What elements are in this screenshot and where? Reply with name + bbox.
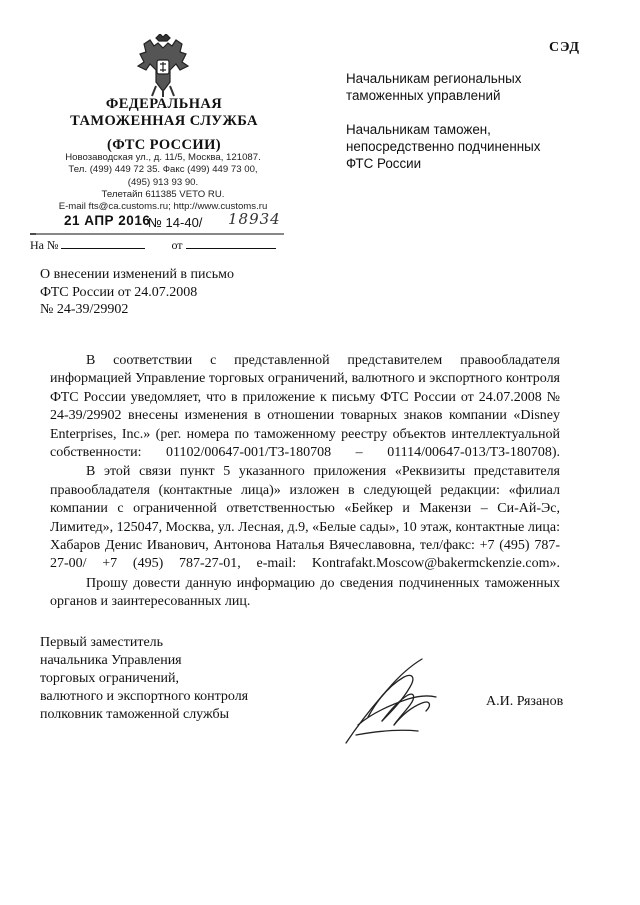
signer-line: Первый заместитель: [40, 635, 164, 650]
registration-date: 21 АПР 2016: [64, 213, 151, 228]
phones-line: Тел. (499) 449 72 35. Факс (499) 449 73 00,: [68, 164, 258, 176]
subject-line: ФТС России от 24.07.2008: [40, 284, 198, 300]
signer-name: А.И. Рязанов: [486, 694, 564, 709]
letter-body: [50, 352, 560, 612]
addressee-line: таможенных управлений: [346, 88, 501, 103]
body-paragraph-2: В этой связи пункт 5 указанного приложения «Реквизиты представителя правообладателя (контактные лица)» изложен в следующей редакции: «филиал компании с ограниченной ответственностью «Бейкер и Макензи – Си-Ай-Эс, Лимитед», 125047, Москва, ул. Лесная, д.9, «Белые сады», 10 этаж, контактные лица: Хабаров Денис Иванович, Антонова Наталья Вячеславовна, тел/факс: +7 (495) 787-27-00/ +7 (495) 787-27-01, e-mail: Kontrafakt.Moscow@bakermckenzie.com».: [50, 464, 560, 572]
body-paragraph-1: В соответствии с представленной представителем правообладателя информацией Управление торговых ограничений, валютного и экспортного контроля ФТС России уведомляет, что в приложение к письму ФТС России от 24.07.2008 № 24-39/29902 внесены изменения в отношении товарных знаков компании «Disney Enterprises, Inc.» (рег. номера по таможенному реестру объектов интеллектуальной собственности: 01102/00647-001/ТЗ-180708 – 01114/00647-013/ТЗ-180708).: [50, 353, 560, 461]
signer-title: [40, 634, 248, 724]
registration-number-handwritten: 18934: [228, 210, 281, 228]
org-line-1: ФЕДЕРАЛЬНАЯ: [105, 96, 223, 112]
ref-from-label: от: [171, 238, 183, 252]
org-abbreviation: (ФТС РОССИИ): [106, 137, 222, 153]
address-line: Новозаводская ул., д. 11/5, Москва, 121087.: [65, 152, 261, 163]
addressee-line: Начальникам региональных: [346, 71, 522, 86]
handwritten-signature: [338, 655, 448, 747]
reference-line: [30, 238, 276, 253]
organization-contacts: [28, 152, 298, 213]
body-paragraph-3: Прошу довести данную информацию до сведения подчиненных таможенных органов и заинтересованных лиц.: [50, 575, 560, 610]
subject-line: № 24-39/29902: [40, 302, 129, 317]
org-line-2: ТАМОЖЕННАЯ СЛУЖБА: [70, 113, 258, 129]
ref-from-blank: [186, 238, 276, 249]
ref-no-label: На №: [30, 238, 59, 252]
signer-line: валютного и экспортного контроля: [40, 689, 249, 704]
organization-name: [40, 96, 288, 154]
addressee-line: ФТС России: [346, 156, 422, 171]
signer-line: начальника Управления: [40, 653, 182, 668]
letter-subject: [40, 266, 234, 319]
coat-of-arms-emblem: [134, 34, 192, 98]
registration-number-prefix: № 14-40/: [148, 215, 203, 230]
addressee-customs: [346, 121, 540, 172]
addressee-line: непосредственно подчиненных: [346, 139, 541, 154]
telex-line: Телетайп 611385 VETO RU.: [101, 188, 225, 200]
subject-line: О внесении изменений в письмо: [40, 267, 234, 282]
signer-line: торговых ограничений,: [40, 671, 180, 686]
phones-line-2: (495) 913 93 90.: [127, 176, 199, 188]
addressee-line: Начальникам таможен,: [346, 122, 491, 137]
email-line: E-mail fts@ca.customs.ru; http://www.customs.ru: [58, 201, 268, 213]
signer-line: полковник таможенной службы: [40, 707, 230, 722]
ref-no-blank: [61, 238, 145, 249]
addressee-regional: [346, 70, 522, 104]
sed-stamp: СЭД: [548, 40, 580, 55]
